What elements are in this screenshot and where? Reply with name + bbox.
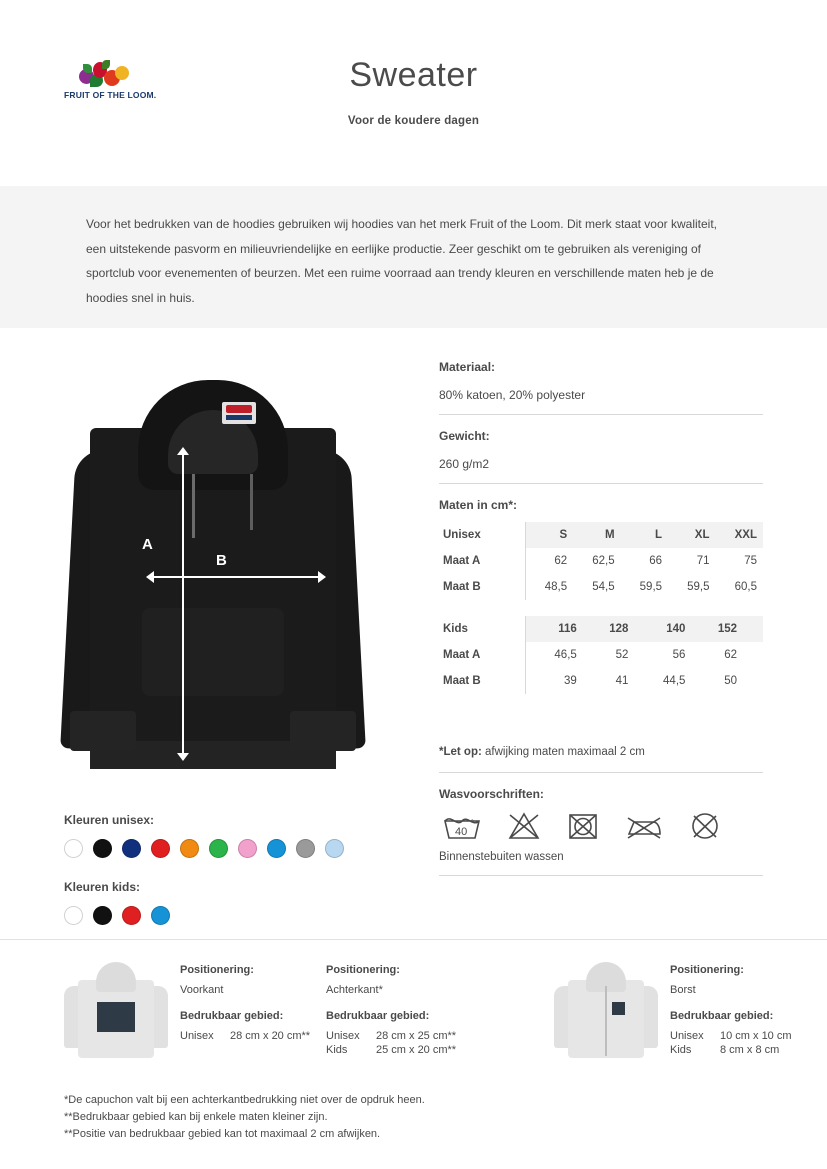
cell-empty <box>743 642 763 668</box>
cell: 46,5 <box>525 642 583 668</box>
col-header: XXL <box>716 522 764 548</box>
color-swatch[interactable] <box>325 839 344 858</box>
row-header: Maat A <box>443 649 481 661</box>
cell: 41 <box>615 675 629 687</box>
page-subtitle: Voor de koudere dagen <box>347 115 480 127</box>
hoodie-cuff-right <box>290 711 356 751</box>
position-value: Voorkant <box>180 984 224 996</box>
print-area-line <box>326 1044 458 1056</box>
intro-paragraph: Voor het bedrukken van de hoodies gebruiken wij hoodies van het merk Fruit of the Loom. Dit merk staat voor kwaliteit, een uitstekende pasvorm en milieuvriendelijke en eerlijke productie. Zeer geschikt om te gebruiken als vereniging of sportclub voor evenementen of beurzen. Met een ruime voorraad aan trendy kleuren en verschillende maten heb je de hoodies snel in huis. <box>86 217 717 305</box>
position-label: Positionering: <box>670 964 744 976</box>
col-header: L <box>621 522 668 548</box>
hoodie-chest-print-icon <box>554 958 658 1062</box>
cell: 60,5 <box>734 581 757 593</box>
hoodie-drawstring-left <box>192 474 195 538</box>
color-swatch[interactable] <box>267 839 286 858</box>
color-swatch[interactable] <box>296 839 315 858</box>
material-value: 80% katoen, 20% polyester <box>439 388 586 402</box>
table-header-row <box>439 616 763 642</box>
hoodie-brand-label-icon <box>222 402 256 424</box>
cell: 48,5 <box>525 574 573 600</box>
color-swatch[interactable] <box>64 906 83 925</box>
main-content <box>0 328 827 925</box>
col-header: Kids <box>443 623 468 635</box>
cell-empty <box>743 668 763 694</box>
weight-label: Gewicht: <box>439 429 490 443</box>
print-area-line <box>326 1030 458 1042</box>
print-area-label: Bedrukbaar gebied: <box>180 1010 284 1022</box>
print-position-back <box>326 958 458 1062</box>
table-row <box>439 574 763 600</box>
cell: 44,5 <box>663 675 686 687</box>
footnote-line: *De capuchon valt bij een achterkantbedrukking niet over de opdruk heen. <box>64 1093 425 1106</box>
measure-arrow-vertical <box>182 454 184 754</box>
hoodie-cuff-left <box>70 711 136 751</box>
cell: 59,5 <box>639 581 663 593</box>
color-swatch[interactable] <box>209 839 228 858</box>
measure-label-b: B <box>216 552 227 569</box>
print-area-label: Bedrukbaar gebied: <box>670 1010 774 1022</box>
footnote-line: **Positie van bedrukbaar gebied kan tot maximaal 2 cm afwijken. <box>64 1127 381 1140</box>
measure-label-a: A <box>142 536 153 553</box>
print-area-label: Bedrukbaar gebied: <box>326 1010 430 1022</box>
print-area-key: Kids <box>670 1044 692 1056</box>
position-value: Achterkant* <box>326 984 383 996</box>
cell: 52 <box>615 649 629 661</box>
col-header: XL <box>668 522 715 548</box>
print-area-value: 10 cm x 10 cm <box>720 1030 792 1042</box>
col-header: 152 <box>691 616 743 642</box>
position-value: Borst <box>670 984 696 996</box>
cell: 62 <box>525 548 573 574</box>
color-swatch[interactable] <box>64 839 83 858</box>
cell: 59,5 <box>687 581 710 593</box>
color-swatch[interactable] <box>151 839 170 858</box>
brand-logo <box>64 58 157 100</box>
cell: 50 <box>724 675 738 687</box>
print-area-value: 28 cm x 25 cm** <box>376 1030 457 1042</box>
colors-kids-title: Kleuren kids: <box>64 880 141 894</box>
col-header: S <box>525 522 573 548</box>
color-swatch[interactable] <box>238 839 257 858</box>
print-area-key: Unisex <box>326 1030 360 1042</box>
fruit-of-the-loom-fruit-icon <box>73 58 135 88</box>
print-area-key: Unisex <box>180 1030 214 1042</box>
no-tumble-dry-icon <box>567 811 599 841</box>
colors-unisex-row <box>64 839 421 858</box>
size-note-block <box>439 746 763 773</box>
sizes-label: Maten in cm*: <box>439 498 518 512</box>
table-row <box>439 642 763 668</box>
size-table-kids <box>439 616 763 694</box>
col-header: M <box>573 522 620 548</box>
cell: 66 <box>649 555 663 567</box>
weight-value: 260 g/m2 <box>439 457 490 471</box>
cell: 75 <box>744 555 757 567</box>
colors-kids-section <box>64 880 421 925</box>
page-title: Sweater <box>349 56 478 94</box>
table-row <box>439 668 763 694</box>
print-area-value: 25 cm x 20 cm** <box>376 1044 457 1056</box>
col-header-empty <box>743 616 763 642</box>
measure-arrow-horizontal <box>154 576 318 578</box>
colors-unisex-title: Kleuren unisex: <box>64 813 155 827</box>
brand-logo-text: FRUIT OF THE LOOM. <box>64 90 157 100</box>
row-header: Maat B <box>443 581 481 593</box>
color-swatch[interactable] <box>122 906 141 925</box>
color-swatch[interactable] <box>93 839 112 858</box>
print-area-value: 8 cm x 8 cm <box>720 1044 780 1056</box>
col-header: 116 <box>525 616 583 642</box>
hoodie-photo <box>64 358 362 795</box>
hoodie-pocket <box>142 608 284 696</box>
row-header: Maat A <box>443 555 481 567</box>
print-area-line <box>670 1030 827 1042</box>
wash-40-icon <box>443 811 481 841</box>
wash-title: Wasvoorschriften: <box>439 787 544 801</box>
specs-column <box>421 340 763 925</box>
material-label: Materiaal: <box>439 360 496 374</box>
sizes-block <box>439 498 763 694</box>
cell: 62,5 <box>592 555 615 567</box>
svg-text:˚: ˚ <box>471 819 474 829</box>
product-column <box>64 340 421 925</box>
intro-section <box>0 186 827 328</box>
print-position-front <box>64 958 312 1062</box>
wash-icons-row <box>439 811 763 841</box>
print-area-value: 28 cm x 20 cm** <box>230 1030 311 1042</box>
cell: 54,5 <box>592 581 615 593</box>
colors-unisex-section <box>64 813 421 858</box>
no-bleach-icon <box>507 811 541 841</box>
print-area-line <box>180 1030 312 1042</box>
footnote-line: **Bedrukbaar gebied kan bij enkele maten kleiner zijn. <box>64 1110 328 1123</box>
position-label: Positionering: <box>326 964 400 976</box>
wash-instructions-block <box>439 787 763 876</box>
color-swatch[interactable] <box>93 906 112 925</box>
col-header: 128 <box>583 616 635 642</box>
cell: 62 <box>724 649 738 661</box>
print-area-line <box>670 1044 827 1056</box>
cell: 71 <box>696 555 710 567</box>
table-header-row <box>439 522 763 548</box>
wash-note: Binnenstebuiten wassen <box>439 851 564 863</box>
color-swatch[interactable] <box>122 839 141 858</box>
col-header: 140 <box>634 616 691 642</box>
hoodie-drawstring-right <box>250 474 253 530</box>
table-row <box>439 548 763 574</box>
row-header: Maat B <box>443 675 481 687</box>
print-positions-section <box>0 939 827 1062</box>
material-block <box>439 360 763 415</box>
cell: 39 <box>525 668 583 694</box>
no-dryclean-icon <box>689 811 721 841</box>
size-note-prefix: *Let op: <box>439 746 482 758</box>
col-header: Unisex <box>443 529 481 541</box>
color-swatch[interactable] <box>180 839 199 858</box>
position-label: Positionering: <box>180 964 254 976</box>
weight-block <box>439 429 763 484</box>
cell: 56 <box>672 649 686 661</box>
svg-text:40: 40 <box>455 826 468 838</box>
colors-kids-row <box>64 906 421 925</box>
page-header <box>0 0 827 186</box>
print-area-key: Kids <box>326 1044 348 1056</box>
print-area-key: Unisex <box>670 1030 704 1042</box>
size-table-unisex <box>439 522 763 600</box>
footnotes <box>64 1092 425 1143</box>
size-note-text: afwijking maten maximaal 2 cm <box>481 746 645 758</box>
print-position-chest <box>554 958 827 1062</box>
hoodie-front-print-icon <box>64 958 168 1062</box>
no-iron-icon <box>625 811 663 841</box>
color-swatch[interactable] <box>151 906 170 925</box>
size-note <box>439 746 763 758</box>
